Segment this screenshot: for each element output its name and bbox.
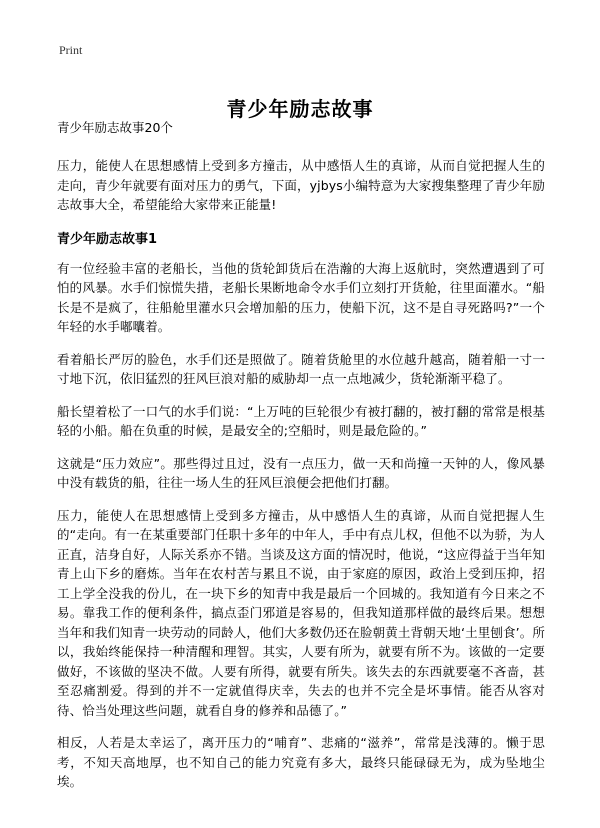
- article-body: [57, 118, 545, 805]
- story-paragraph: 这就是“压力效应”。那些得过且过，没有一点压力，做一天和尚撞一天钟的人，像风暴中没有载货的船，往往一场人生的狂风巨浪便会把他们打翻。: [57, 455, 545, 490]
- print-label[interactable]: Print: [59, 43, 83, 57]
- story-paragraph: 船长望着松了一口气的水手们说：“上万吨的巨轮很少有被打翻的，被打翻的常常是根基轻的小船。船在负重的时候，是最安全的;空船时，则是最危险的。”: [57, 403, 545, 438]
- article-subtitle: 青少年励志故事20个: [57, 120, 173, 135]
- page-title: 青少年励志故事: [226, 97, 374, 122]
- story-paragraph: 有一位经验丰富的老船长，当他的货轮卸货后在浩瀚的大海上返航时，突然遭遇到了可怕的风暴。水手们惊慌失措，老船长果断地命令水手们立刻打开货舱，往里面灌水。“船长是不是疯了，往船舱里灌水只会增加船的压力，使船下沉，这不是自寻死路吗?”一个年轻的水手嘟囔着。: [57, 260, 545, 334]
- story-paragraph: 压力，能使人在思想感情上受到多方撞击，从中感悟人生的真谛，从而自觉把握人生的“走向。有一在某重要部门任职十多年的中年人，手中有点儿权，但他不以为骄，为人正直，洁身自好，人际关系亦不错。当谈及这方面的情况时，他说，“这应得益于当年知青上山下乡的磨炼。当年在农村苦与累且不说，由于家庭的原因，政治上受到压抑，招工上学全没我的份儿，在一块下乡的知青中我是最后一个回城的。我知道有今日来之不易。靠我工作的便利条件，搞点歪门邪道是容易的，但我知道那样做的最终后果。想想当年和我们知青一块劳动的同龄人，他们大多数仍还在脸朝黄土背朝天地‘土里刨食’。所以，我始终能保持一种清醒和理智。其实，人要有所为，就要有所不为。该做的一定要做好，不该做的坚决不做。人要有所得，就要有所失。该失去的东西就要毫不吝啬，甚至忍痛割爱。得到的并不一定就值得庆幸，失去的也并不完全是坏事情。能否从容对待、恰当处理这些问题，就看自身的修养和品德了。”: [57, 507, 545, 718]
- section-heading: 青少年励志故事1: [57, 231, 158, 247]
- story-paragraph: 看着船长严厉的脸色，水手们还是照做了。随着货舱里的水位越升越高，随着船一寸一寸地下沉，依旧猛烈的狂风巨浪对船的威胁却一点一点地减少，货轮渐渐平稳了。: [57, 351, 545, 386]
- intro-paragraph: 压力，能使人在思想感情上受到多方撞击，从中感悟人生的真谛，从而自觉把握人生的走向，青少年就要有面对压力的勇气，下面，yjbys小编特意为大家搜集整理了青少年励志故事大全，希望能给大家带来正能量!: [57, 158, 545, 212]
- story-paragraph: 相反，人若是太幸运了，离开压力的“哺育”、悲痛的“滋养”，常常是浅薄的。懒于思考，不知天高地厚，也不知自己的能力究竟有多大，最终只能碌碌无为，成为坠地尘埃。: [57, 735, 545, 789]
